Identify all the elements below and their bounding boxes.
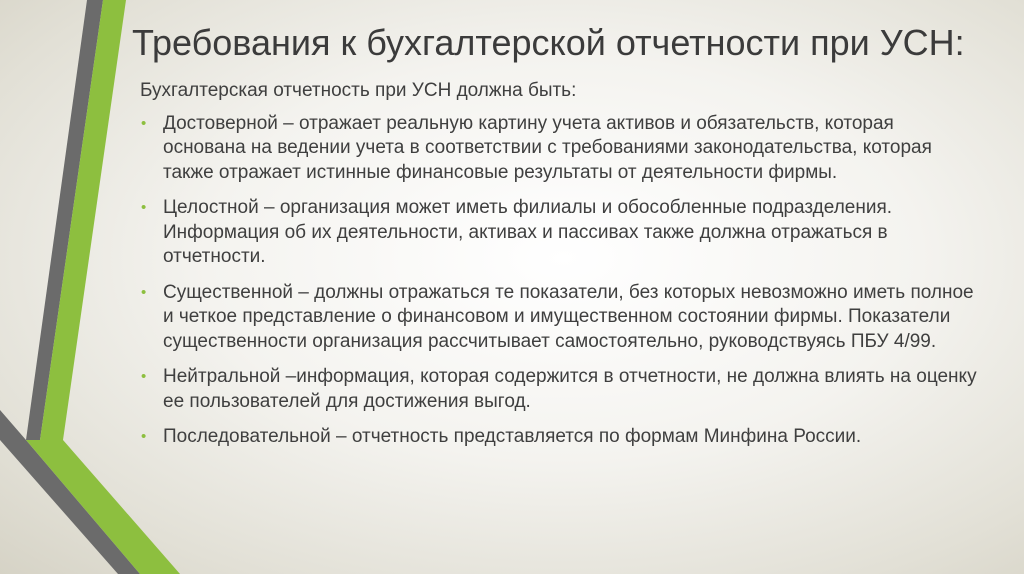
intro-text: Бухгалтерская отчетность при УСН должна быть: xyxy=(140,80,577,101)
list-item-text: Целостной – организация может иметь филиалы и обособленные подразделения. Информация об их деятельности, активах и пассивах также должна отражаться в отчетности. xyxy=(163,197,893,267)
list-item-text: Последовательной – отчетность представляется по формам Минфина России. xyxy=(163,426,862,447)
slide-body xyxy=(140,79,980,461)
gray-stripe-lower xyxy=(0,410,140,574)
list-item xyxy=(140,281,980,355)
requirements-list xyxy=(140,112,980,450)
list-item-text: Нейтральной –информация, которая содержится в отчетности, не должна влиять на оценку ее пользователей для достижения выгод. xyxy=(163,366,977,412)
bullet-icon: • xyxy=(141,368,147,385)
bullet-icon: • xyxy=(141,428,147,445)
slide-title: Требования к бухгалтерской отчетности при УСН: xyxy=(132,22,965,63)
list-item xyxy=(140,112,980,186)
bullet-icon: • xyxy=(141,114,147,132)
list-item xyxy=(140,365,980,414)
bullet-icon: • xyxy=(141,199,147,216)
bullet-icon: • xyxy=(141,283,147,301)
list-item xyxy=(140,425,980,450)
list-item-text: Существенной – должны отражаться те показатели, без которых невозможно иметь полное и четкое представление о финансовом и имущественном состоянии фирмы. Показатели существенности организация рассчитывает самостоятельно, руководствуясь ПБУ 4/99. xyxy=(163,281,974,352)
list-item xyxy=(140,196,980,270)
list-item-text: Достоверной – отражает реальную картину учета активов и обязательств, которая основана на ведении учета в соответствии с требованиями законодательства, которая также отражает истинные финансовые результаты от деятельности фирмы. xyxy=(163,112,932,183)
